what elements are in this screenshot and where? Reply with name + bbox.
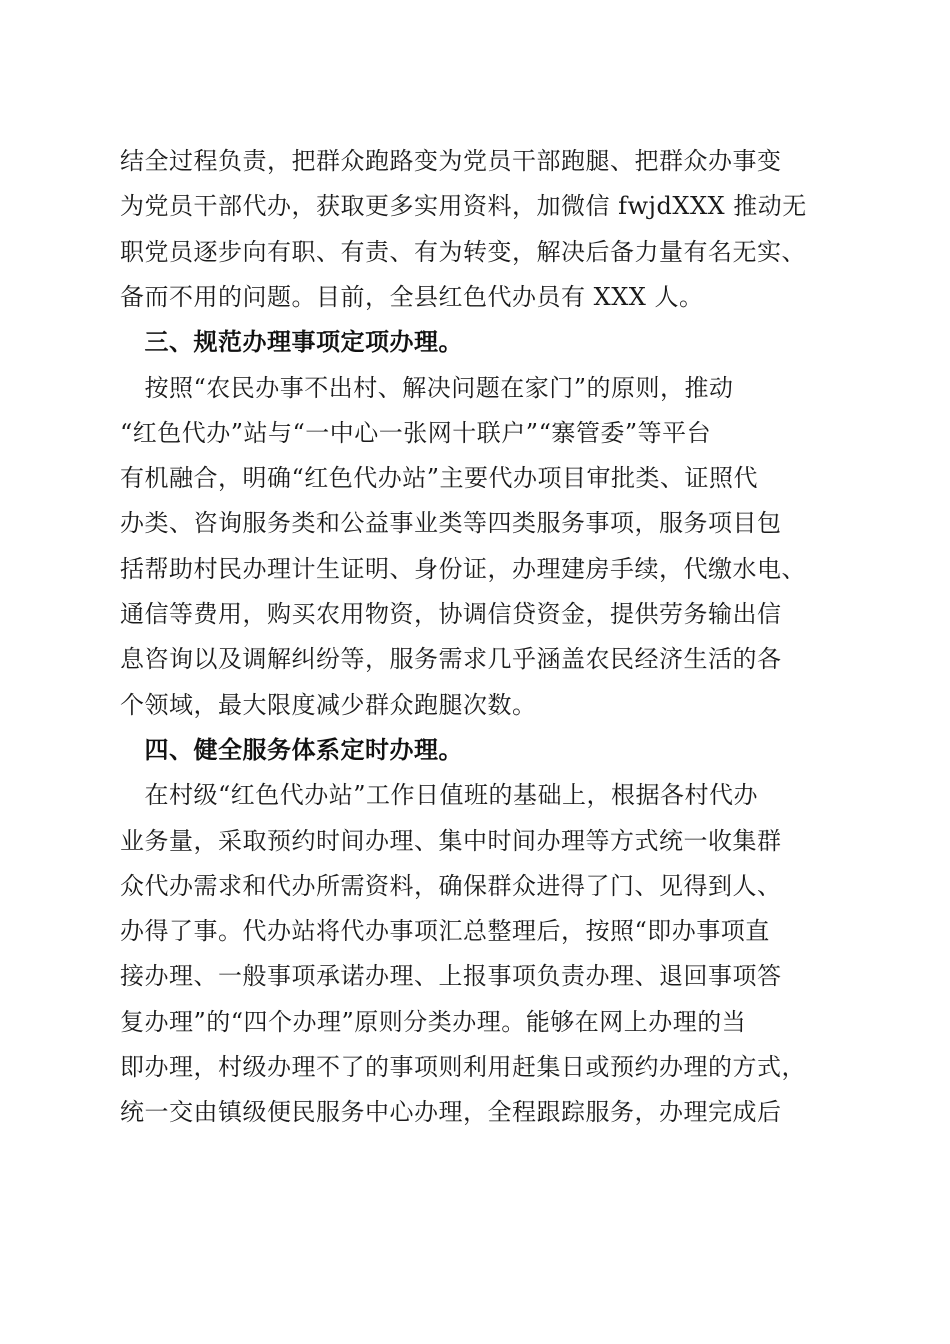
paragraph-line: 接办理、一般事项承诺办理、上报事项负责办理、退回事项答 [120, 962, 782, 991]
paragraph-line: 括帮助村民办理计生证明、身份证，办理建房手续，代缴水电、 [120, 554, 806, 583]
paragraph-line: 结全过程负责，把群众跑路变为党员干部跑腿、把群众办事变 [120, 147, 782, 175]
paragraph-line: 复办理”的“四个办理”原则分类办理。能够在网上办理的当 [120, 1007, 747, 1036]
paragraph-line: 个领域，最大限度减少群众跑腿次数。 [120, 690, 537, 719]
paragraph-line: 即办理，村级办理不了的事项则利用赶集日或预约办理的方式， [120, 1053, 806, 1081]
paragraph-line: 办得了事。代办站将代办事项汇总整理后，按照“即办事项直 [120, 917, 770, 946]
paragraph-line: 业务量，采取预约时间办理、集中时间办理等方式统一收集群 [120, 826, 782, 855]
paragraph-line: 众代办需求和代办所需资料，确保群众进得了门、见得到人、 [120, 871, 782, 900]
paragraph-line: 为党员干部代办，获取更多实用资料，加微信 fwjdXXX 推动无 [120, 192, 807, 221]
paragraph-line: 有机融合，明确“红色代办站”主要代办项目审批类、证照代 [120, 464, 759, 493]
paragraph-line: 统一交由镇级便民服务中心办理，全程跟踪服务，办理完成后 [120, 1098, 782, 1127]
paragraph-line: 备而不用的问题。目前，全县红色代办员有 XXX 人。 [120, 282, 704, 311]
paragraph-line: 办类、咨询服务类和公益事业类等四类服务事项，服务项目包 [120, 509, 782, 538]
paragraph-line: 按照“农民办事不出村、解决问题在家门”的原则，推动 [120, 373, 734, 402]
section-heading: 三、规范办理事项定项办理。 [120, 327, 463, 357]
paragraph-line: 职党员逐步向有职、有责、有为转变，解决后备力量有名无实、 [120, 237, 806, 266]
paragraph-line: 通信等费用，购买农用物资，协调信贷资金，提供劳务输出信 [120, 600, 782, 628]
paragraph-line: 在村级“红色代办站”工作日值班的基础上，根据各村代办 [120, 781, 759, 810]
section-heading: 四、健全服务体系定时办理。 [120, 734, 463, 764]
paragraph-line: “红色代办”站与“一中心一张网十联户”“寨管委”等平台 [120, 418, 712, 447]
paragraph-line: 息咨询以及调解纠纷等，服务需求几乎涵盖农民经济生活的各 [120, 645, 782, 674]
